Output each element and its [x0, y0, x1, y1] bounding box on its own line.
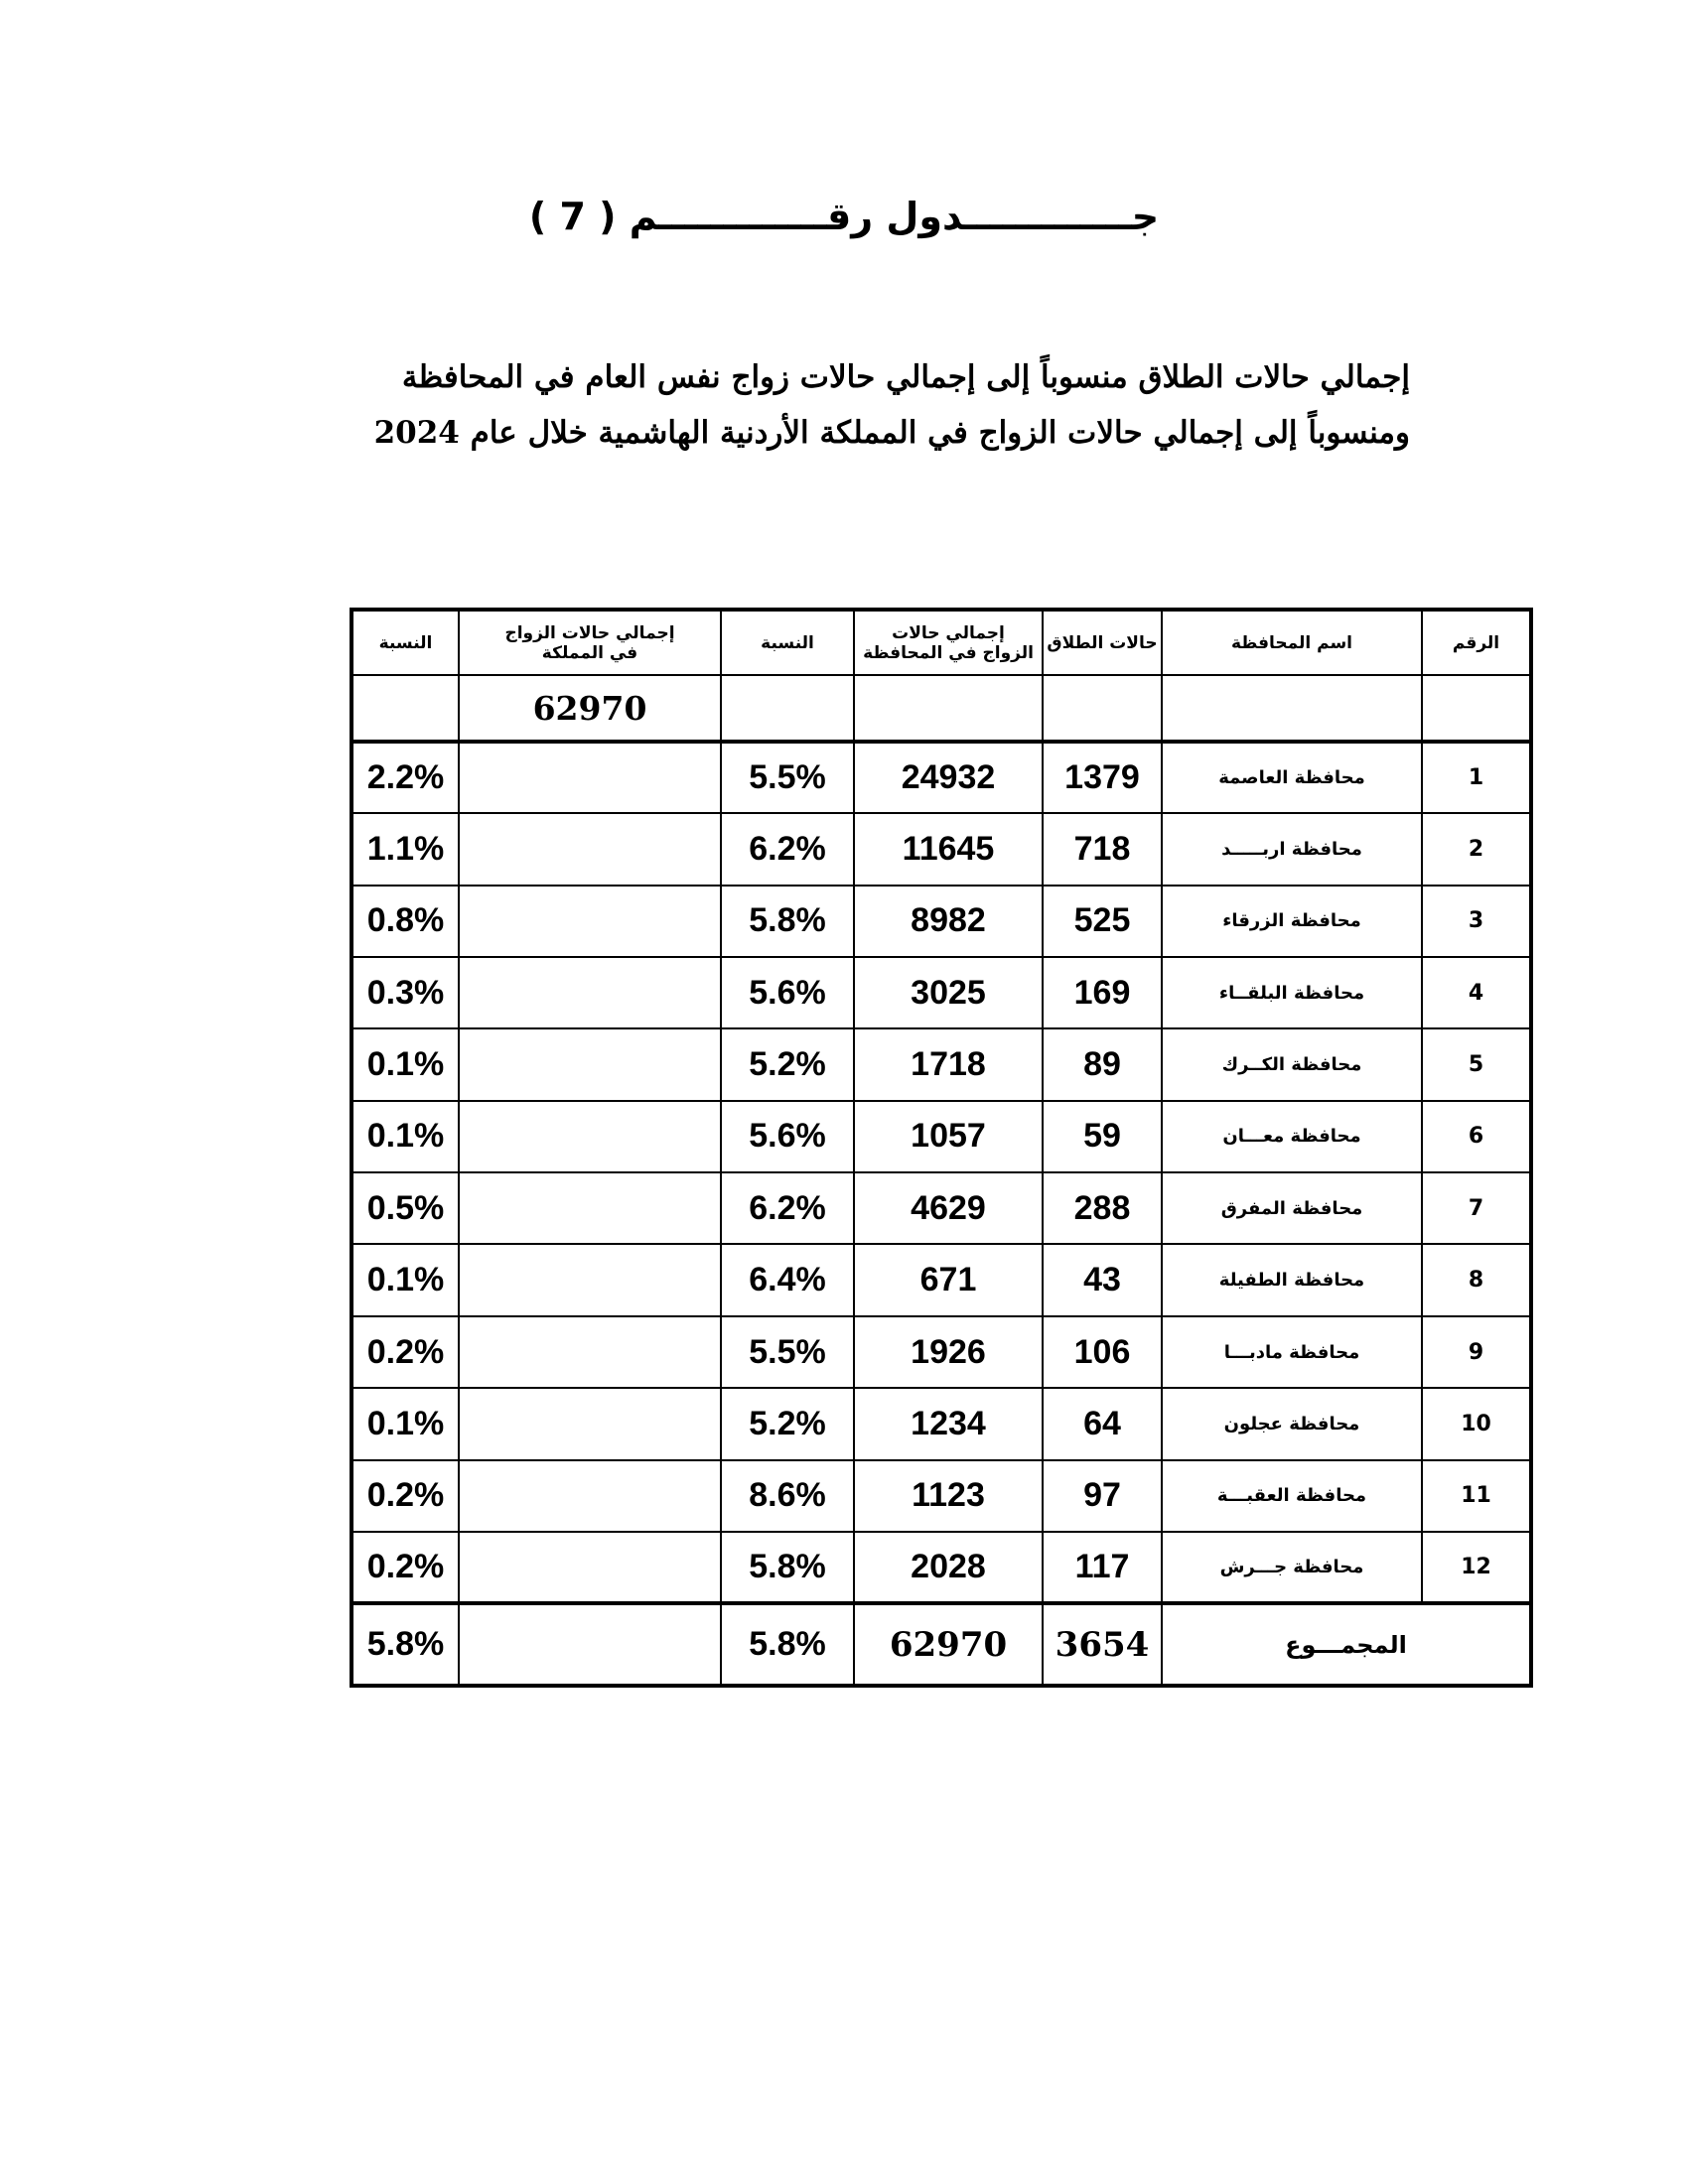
- row-index: 12: [1422, 1532, 1531, 1603]
- governorate-name: محافظة معـــان: [1162, 1101, 1422, 1172]
- governorate-marriage-count: 4629: [854, 1172, 1043, 1244]
- row-index: 8: [1422, 1244, 1531, 1315]
- divorce-count: 117: [1043, 1532, 1162, 1603]
- governorate-name: محافظة العاصمة: [1162, 742, 1422, 813]
- governorate-name: محافظة جـــرش: [1162, 1532, 1422, 1603]
- kingdom-ratio: 0.8%: [352, 886, 459, 957]
- header-gov-marriages-line-2: الزواج في المحافظة: [863, 642, 1034, 663]
- row-index: 1: [1422, 742, 1531, 813]
- row-index: 5: [1422, 1028, 1531, 1100]
- row-index: 10: [1422, 1388, 1531, 1459]
- row-index: 3: [1422, 886, 1531, 957]
- governorate-ratio: 5.5%: [721, 742, 854, 813]
- governorate-marriage-count: 1057: [854, 1101, 1043, 1172]
- governorate-ratio: 6.4%: [721, 1244, 854, 1315]
- governorate-ratio: 5.2%: [721, 1028, 854, 1100]
- kingdom-total-marriages: 62970: [459, 675, 721, 741]
- kingdom-ratio: 1.1%: [352, 813, 459, 885]
- table-row: [352, 1388, 1531, 1459]
- total-marriages: 62970: [854, 1603, 1043, 1686]
- kingdom-marriages-cell: [459, 1388, 721, 1459]
- header-kingdom-marriages-line-2: في المملكة: [541, 642, 638, 663]
- kingdom-ratio: 0.1%: [352, 1101, 459, 1172]
- divorce-count: 1379: [1043, 742, 1162, 813]
- governorate-marriage-count: 8982: [854, 886, 1043, 957]
- empty-cell: [352, 675, 459, 741]
- governorate-marriage-count: 2028: [854, 1532, 1043, 1603]
- empty-cell: [721, 675, 854, 741]
- divorce-count: 718: [1043, 813, 1162, 885]
- governorate-name: محافظة المفرق: [1162, 1172, 1422, 1244]
- empty-cell: [1043, 675, 1162, 741]
- header-gov-marriages-line-1: إجمالي حالات: [892, 622, 1005, 643]
- header-divorces: حالات الطلاق: [1043, 610, 1162, 675]
- header-gov-ratio: النسبة: [721, 610, 854, 675]
- kingdom-ratio: 2.2%: [352, 742, 459, 813]
- kingdom-marriages-cell: [459, 957, 721, 1028]
- governorate-name: محافظة مادبـــا: [1162, 1316, 1422, 1388]
- header-index: الرقم: [1422, 610, 1531, 675]
- total-label: المجمـــوع: [1162, 1603, 1531, 1686]
- table-row: [352, 957, 1531, 1028]
- divorce-count: 89: [1043, 1028, 1162, 1100]
- row-index: 11: [1422, 1460, 1531, 1532]
- divorce-ratio-table: [350, 608, 1533, 1688]
- table-row: [352, 1460, 1531, 1532]
- table-row: [352, 813, 1531, 885]
- governorate-name: محافظة الطفيلة: [1162, 1244, 1422, 1315]
- governorate-marriage-count: 24932: [854, 742, 1043, 813]
- kingdom-ratio: 0.2%: [352, 1532, 459, 1603]
- kingdom-ratio: 0.1%: [352, 1244, 459, 1315]
- governorate-ratio: 8.6%: [721, 1460, 854, 1532]
- table-row: [352, 1101, 1531, 1172]
- governorate-marriage-count: 1718: [854, 1028, 1043, 1100]
- divorce-count: 64: [1043, 1388, 1162, 1459]
- kingdom-marriages-cell: [459, 1603, 721, 1686]
- empty-cell: [1162, 675, 1422, 741]
- table-row: [352, 886, 1531, 957]
- table-row: [352, 1532, 1531, 1603]
- kingdom-marriages-cell: [459, 1028, 721, 1100]
- total-governorate-ratio: 5.8%: [721, 1603, 854, 1686]
- total-row: [352, 1603, 1531, 1686]
- kingdom-marriages-cell: [459, 813, 721, 885]
- governorate-marriage-count: 3025: [854, 957, 1043, 1028]
- row-index: 4: [1422, 957, 1531, 1028]
- page-title: جـــــــــــــدول رقـــــــــــــم ( 7 ): [528, 195, 1160, 238]
- row-index: 7: [1422, 1172, 1531, 1244]
- governorate-ratio: 5.2%: [721, 1388, 854, 1459]
- kingdom-ratio: 0.1%: [352, 1388, 459, 1459]
- kingdom-marriages-cell: [459, 1101, 721, 1172]
- subtitle-line-2: ومنسوباً إلى إجمالي حالات الزواج في المملكة الأردنية الهاشمية خلال عام 2024: [373, 415, 1410, 451]
- table-row: [352, 1244, 1531, 1315]
- kingdom-marriages-cell: [459, 1460, 721, 1532]
- row-index: 2: [1422, 813, 1531, 885]
- kingdom-ratio: 0.3%: [352, 957, 459, 1028]
- governorate-ratio: 6.2%: [721, 813, 854, 885]
- governorate-ratio: 5.6%: [721, 1101, 854, 1172]
- header-kingdom-marriages: [459, 610, 721, 675]
- row-index: 6: [1422, 1101, 1531, 1172]
- governorate-name: محافظة الكــرك: [1162, 1028, 1422, 1100]
- kingdom-total-row: [352, 675, 1531, 741]
- governorate-marriage-count: 1123: [854, 1460, 1043, 1532]
- governorate-ratio: 6.2%: [721, 1172, 854, 1244]
- divorce-count: 288: [1043, 1172, 1162, 1244]
- table-row: [352, 1316, 1531, 1388]
- kingdom-marriages-cell: [459, 742, 721, 813]
- kingdom-ratio: 0.2%: [352, 1316, 459, 1388]
- divorce-count: 59: [1043, 1101, 1162, 1172]
- governorate-ratio: 5.8%: [721, 886, 854, 957]
- governorate-name: محافظة الزرقاء: [1162, 886, 1422, 957]
- governorate-ratio: 5.8%: [721, 1532, 854, 1603]
- header-gov-marriages: [854, 610, 1043, 675]
- header-governorate: اسم المحافظة: [1162, 610, 1422, 675]
- total-divorces: 3654: [1043, 1603, 1162, 1686]
- table-row: [352, 1028, 1531, 1100]
- kingdom-ratio: 0.1%: [352, 1028, 459, 1100]
- governorate-marriage-count: 1234: [854, 1388, 1043, 1459]
- kingdom-marriages-cell: [459, 1532, 721, 1603]
- governorate-name: محافظة العقبـــة: [1162, 1460, 1422, 1532]
- kingdom-marriages-cell: [459, 886, 721, 957]
- divorce-count: 97: [1043, 1460, 1162, 1532]
- divorce-count: 106: [1043, 1316, 1162, 1388]
- header-row: [352, 610, 1531, 675]
- empty-cell: [854, 675, 1043, 741]
- governorate-ratio: 5.5%: [721, 1316, 854, 1388]
- total-kingdom-ratio: 5.8%: [352, 1603, 459, 1686]
- governorate-marriage-count: 1926: [854, 1316, 1043, 1388]
- governorate-ratio: 5.6%: [721, 957, 854, 1028]
- kingdom-marriages-cell: [459, 1172, 721, 1244]
- governorate-name: محافظة البلقــاء: [1162, 957, 1422, 1028]
- kingdom-ratio: 0.2%: [352, 1460, 459, 1532]
- governorate-name: محافظة عجلون: [1162, 1388, 1422, 1459]
- governorate-marriage-count: 11645: [854, 813, 1043, 885]
- kingdom-ratio: 0.5%: [352, 1172, 459, 1244]
- divorce-count: 525: [1043, 886, 1162, 957]
- table-row: [352, 742, 1531, 813]
- empty-cell: [1422, 675, 1531, 741]
- governorate-marriage-count: 671: [854, 1244, 1043, 1315]
- table-row: [352, 1172, 1531, 1244]
- subtitle-line-1: إجمالي حالات الطلاق منسوباً إلى إجمالي حالات زواج نفس العام في المحافظة: [401, 359, 1410, 395]
- header-kingdom-marriages-line-1: إجمالي حالات الزواج: [504, 622, 675, 643]
- governorate-name: محافظة اربـــــد: [1162, 813, 1422, 885]
- kingdom-marriages-cell: [459, 1244, 721, 1315]
- divorce-count: 169: [1043, 957, 1162, 1028]
- header-kingdom-ratio: النسبة: [352, 610, 459, 675]
- divorce-count: 43: [1043, 1244, 1162, 1315]
- row-index: 9: [1422, 1316, 1531, 1388]
- kingdom-marriages-cell: [459, 1316, 721, 1388]
